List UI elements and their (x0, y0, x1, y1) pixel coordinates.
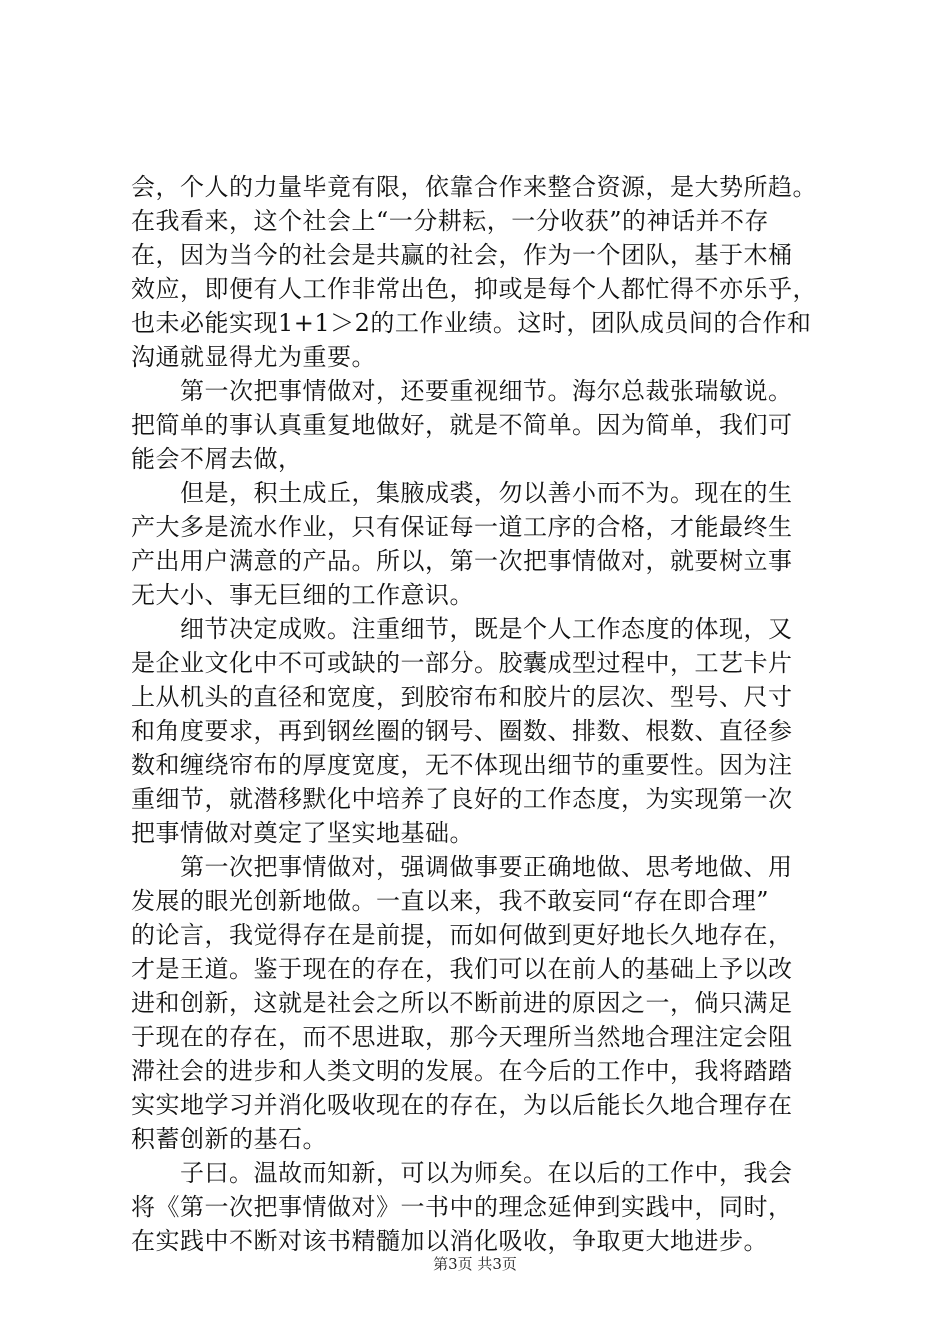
text-line: 会，个人的力量毕竟有限，依靠合作来整合资源，是大势所趋。 (131, 173, 817, 201)
paragraph-first-line: 细节决定成败。注重细节，既是个人工作态度的体现，又 (180, 615, 793, 643)
paragraph-first-line: 第一次把事情做对，还要重视细节。海尔总裁张瑞敏说。 (180, 377, 793, 405)
text-line: 和角度要求，再到钢丝圈的钢号、圈数、排数、根数、直径参 (131, 717, 793, 745)
text-line: 实实地学习并消化吸收现在的存在，为以后能长久地合理存在 (131, 1091, 793, 1119)
page-number-footer: 第3页 共3页 (433, 1255, 517, 1273)
text-line: 产大多是流水作业，只有保证每一道工序的合格，才能最终生 (131, 513, 793, 541)
text-line: 发展的眼光创新地做。一直以来，我不敢妄同“存在即合理” (131, 887, 770, 915)
text-line: 产出用户满意的产品。所以，第一次把事情做对，就要树立事 (131, 547, 793, 575)
text-line: 是企业文化中不可或缺的一部分。胶囊成型过程中，工艺卡片 (131, 649, 793, 677)
text-line: 把简单的事认真重复地做好，就是不简单。因为简单，我们可 (131, 411, 793, 439)
text-line: 重细节，就潜移默化中培养了良好的工作态度，为实现第一次 (131, 785, 793, 813)
text-line: 滞社会的进步和人类文明的发展。在今后的工作中，我将踏踏 (131, 1057, 793, 1085)
text-line: 数和缠绕帘布的厚度宽度，无不体现出细节的重要性。因为注 (131, 751, 793, 779)
text-line: 效应，即便有人工作非常出色，抑或是每个人都忙得不亦乐乎， (131, 275, 817, 303)
text-line: 在实践中不断对该书精髓加以消化吸收，争取更大地进步。 (131, 1227, 768, 1255)
text-line: 上从机头的直径和宽度，到胶帘布和胶片的层次、型号、尺寸 (131, 683, 793, 711)
text-line: 的论言，我觉得存在是前提，而如何做到更好地长久地存在， (131, 921, 793, 949)
text-line: 能会不屑去做， (131, 445, 303, 473)
text-line: 积蓄创新的基石。 (131, 1125, 327, 1153)
text-line: 把事情做对奠定了坚实地基础。 (131, 819, 474, 847)
text-line: 也未必能实现1+1＞2的工作业绩。这时，团队成员间的合作和 (131, 309, 812, 337)
paragraph-first-line: 第一次把事情做对，强调做事要正确地做、思考地做、用 (180, 853, 793, 881)
text-line: 才是王道。鉴于现在的存在，我们可以在前人的基础上予以改 (131, 955, 793, 983)
paragraph-first-line: 子曰。温故而知新，可以为师矣。在以后的工作中，我会 (180, 1159, 793, 1187)
text-line: 在我看来，这个社会上“一分耕耘，一分收获”的神话并不存 (131, 207, 770, 235)
text-line: 进和创新，这就是社会之所以不断前进的原因之一，倘只满足 (131, 989, 793, 1017)
paragraph-first-line: 但是，积土成丘，集腋成裘，勿以善小而不为。现在的生 (180, 479, 793, 507)
text-line: 于现在的存在，而不思进取，那今天理所当然地合理注定会阻 (131, 1023, 793, 1051)
text-line: 沟通就显得尤为重要。 (131, 343, 376, 371)
text-line: 将《第一次把事情做对》一书中的理念延伸到实践中，同时， (131, 1193, 793, 1221)
text-line: 在，因为当今的社会是共赢的社会，作为一个团队，基于木桶 (131, 241, 793, 269)
text-line: 无大小、事无巨细的工作意识。 (131, 581, 474, 609)
